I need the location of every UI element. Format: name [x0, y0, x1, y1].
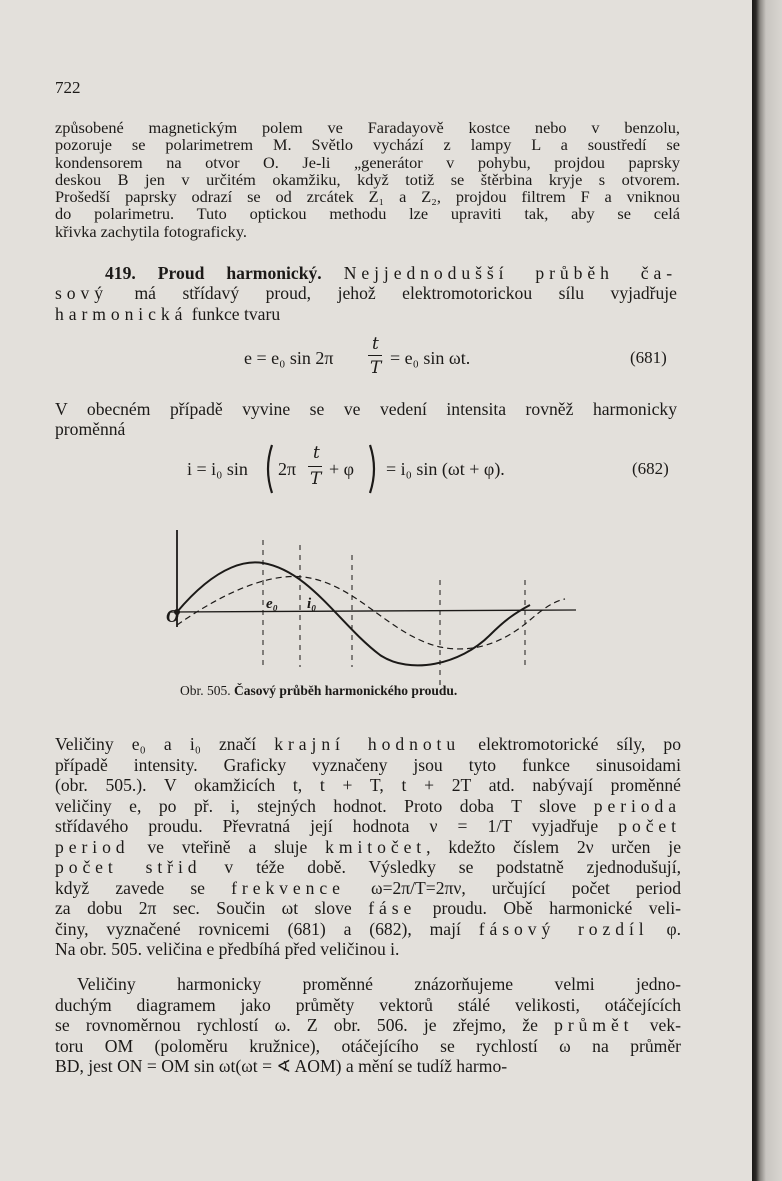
- text-line: [55, 1015, 681, 1036]
- figure-caption: [180, 683, 457, 699]
- fraction-bar: [368, 355, 382, 356]
- spaced-text: kmitočet: [325, 836, 427, 857]
- spaced-text: fásový rozdíl: [478, 918, 649, 939]
- section-title: Proud harmonický.: [157, 263, 322, 283]
- emf-curve: [177, 562, 530, 665]
- text-run: Na obr. 505. veličina e předbíhá před veličinou i.: [55, 939, 400, 959]
- origin-label: O: [166, 606, 179, 626]
- text-run: ω=2π/T=2πν, určující počet period: [344, 877, 681, 898]
- equation-right: = e₀ sin ωt.: [390, 348, 471, 368]
- spaced-text: počet: [618, 816, 681, 836]
- text-line: [55, 816, 681, 837]
- fraction-bar: [308, 466, 322, 467]
- sinusoid-figure: [160, 525, 590, 685]
- text-run: Veličiny harmonicky proměnné znázorňujeme velmi jedno-: [77, 974, 681, 994]
- caption-text: Časový průběh harmonického proudu.: [234, 683, 458, 698]
- text-line: [55, 796, 681, 817]
- spaced-text: harmonická: [55, 303, 188, 324]
- book-gutter-shadow: [752, 0, 782, 1181]
- equation-inner: + φ: [329, 459, 355, 479]
- text-line: [55, 1036, 681, 1057]
- equation-inner: 2π: [278, 459, 297, 479]
- spaced-text: fáse: [368, 898, 417, 918]
- text-run: v téže době. Výsledky se podstatně zjednodušují,: [201, 857, 681, 877]
- spaced-text: průmět: [554, 1015, 634, 1035]
- equation-left: e = e₀ sin 2π: [244, 348, 334, 368]
- spaced-text: perioda: [593, 795, 681, 816]
- text-run: elektromotorické síly, po: [460, 734, 681, 754]
- text-line: V obecném případě vyvine se ve vedení intensita rovněž harmonicky: [55, 399, 677, 419]
- text-line: proměnná: [55, 419, 126, 440]
- label-i0: i₀: [307, 596, 317, 612]
- text-line: způsobené magnetickým polem ve Faradayově kostce nebo v benzolu,: [55, 118, 680, 137]
- text-run: vek-: [633, 1015, 681, 1035]
- text-line: [55, 878, 681, 899]
- text-line: křivka zachytila fotograficky.: [55, 221, 247, 241]
- text-line: [55, 919, 681, 940]
- text-run: ve vteřině a sluje: [129, 836, 326, 857]
- text-line: [55, 1056, 681, 1077]
- text-run: se rovnoměrnou rychlostí ω. Z obr. 506. je zřejmo, že: [55, 1015, 555, 1035]
- text-line: [55, 995, 681, 1016]
- text-run: funkce tvaru: [191, 303, 281, 324]
- text-line: [55, 734, 681, 755]
- text-line: deskou B jen v určitém okamžiku, když totiž se štěrbina kryje s otvorem.: [55, 169, 680, 189]
- text-line: Prošedší paprsky odrazí se od zrcátek Z₁ a Z₂, projdou filtrem F a vniknou: [55, 187, 680, 207]
- spaced-text: krajní hodnotu: [274, 734, 461, 754]
- caption-number: Obr. 505.: [180, 683, 231, 698]
- text-line: [55, 857, 681, 878]
- section-heading-line: [55, 263, 677, 283]
- last-paragraph: [55, 974, 681, 1077]
- text-run: , kdežto číslem 2ν určen je: [426, 836, 682, 857]
- spaced-text: Nejjednodušší průběh ča-: [343, 263, 677, 283]
- equation-right: = i₀ sin (ωt + φ).: [386, 459, 505, 479]
- text-line: [55, 283, 677, 303]
- text-run: za dobu 2π sec. Součin ωt slove: [55, 898, 369, 918]
- text-line: [55, 304, 677, 324]
- equation-left: i = i₀ sin: [187, 459, 248, 479]
- text-line: pozoruje se polarimetrem M. Světlo vychází z lampy L a soustředí se: [55, 135, 680, 155]
- text-line: [55, 974, 681, 995]
- section-number: 419.: [105, 263, 136, 283]
- text-line: [55, 898, 681, 919]
- fraction-denominator: T: [370, 358, 382, 378]
- text-run: veličiny e, po př. i, stejných hodnot. Proto doba T slove: [55, 795, 594, 816]
- spaced-text: sový: [55, 283, 108, 304]
- current-curve: [177, 576, 565, 648]
- text-run: duchým diagramem jako průměty vektorů stálé velikosti, otáčejících: [55, 994, 681, 1015]
- fraction-numerator: t: [372, 334, 379, 354]
- equation-number: (681): [630, 348, 667, 367]
- label-e0: e₀: [266, 596, 278, 612]
- text-line: [55, 775, 681, 796]
- body-paragraph: [55, 734, 681, 960]
- text-run: má střídavý proud, jehož elektromotorickou sílu vyjadřuje: [134, 283, 677, 304]
- spaced-text: period: [55, 836, 130, 857]
- page-number: 722: [55, 78, 81, 97]
- spaced-text: frekvence: [231, 877, 345, 898]
- text-run: případě intensity. Graficky vyznačeny jsou tyto funkce sinusoidami: [55, 754, 681, 775]
- text-run: (obr. 505.). V okamžicích t, t + T, t + 2T atd. nabývají proměnné: [55, 775, 681, 795]
- text-run: toru OM (poloměru kružnice), otáčejícího se rychlostí ω na průměr: [55, 1035, 681, 1056]
- text-line: [55, 939, 681, 960]
- text-run: střídavého proudu. Převratná její hodnota ν = 1/T vyjadřuje: [55, 816, 619, 836]
- text-run: φ.: [648, 918, 682, 939]
- text-line: kondensorem na otvor O. Je-li „generátor v pohybu, projdou paprsky: [55, 152, 680, 172]
- text-run: Veličiny e₀ a i₀ značí: [55, 734, 275, 754]
- intro-paragraph: [55, 119, 680, 240]
- text-line: [55, 837, 681, 858]
- fraction-numerator: t: [313, 443, 320, 463]
- text-line: do polarimetru. Tuto optickou methodu lze upraviti tak, aby se celá: [55, 204, 680, 224]
- spaced-text: počet střid: [55, 857, 202, 877]
- middle-paragraph: [55, 399, 677, 440]
- equation-number: (682): [632, 459, 669, 478]
- text-run: činy, vyznačené rovnicemi (681) a (682), mají: [55, 918, 479, 939]
- text-run: BD, jest ON = OM sin ωt(ωt = ∢ AOM) a mění se tudíž harmo-: [55, 1056, 508, 1076]
- text-run: když zavede se: [55, 877, 232, 898]
- text-run: proudu. Obě harmonické veli-: [416, 898, 681, 918]
- fraction-denominator: T: [310, 469, 322, 489]
- text-line: [55, 755, 681, 776]
- section-paragraph: [55, 263, 677, 324]
